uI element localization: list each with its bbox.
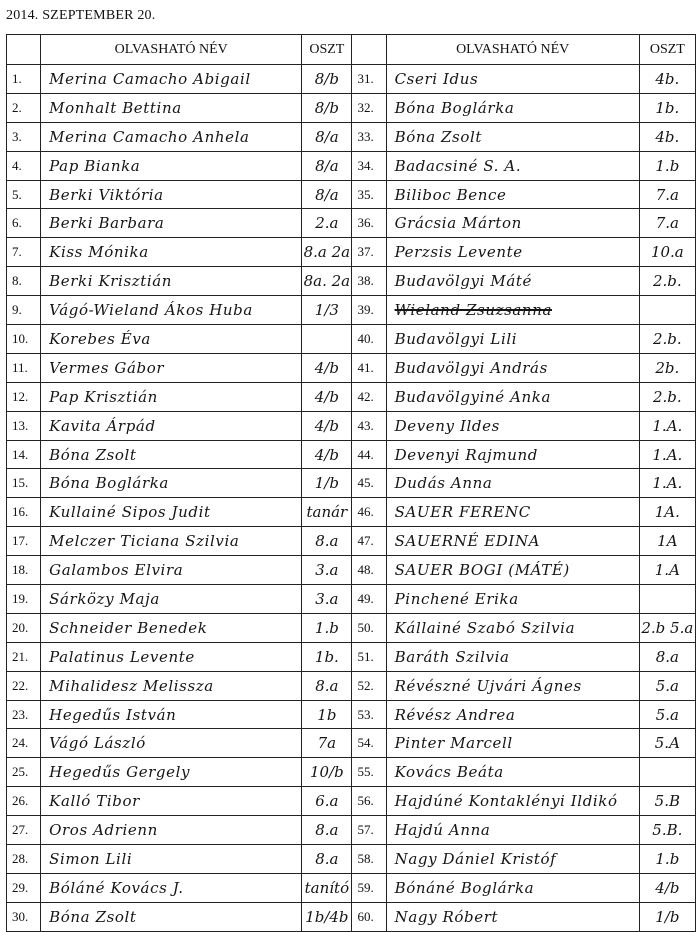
number-header-left	[7, 35, 41, 65]
participant-name: Sárközy Maja	[41, 585, 302, 614]
row-number: 55.	[352, 758, 386, 787]
table-row	[7, 238, 696, 267]
participant-class: 6.a	[302, 787, 352, 816]
participant-name: Révészné Ujvári Ágnes	[386, 671, 639, 700]
participant-class: 1b	[302, 700, 352, 729]
row-number: 24.	[7, 729, 41, 758]
row-number: 18.	[7, 556, 41, 585]
participant-class: 2b.	[639, 353, 695, 382]
signup-table	[6, 34, 696, 932]
participant-name: Vágó László	[41, 729, 302, 758]
row-number: 27.	[7, 816, 41, 845]
row-number: 19.	[7, 585, 41, 614]
participant-name: Bóna Zsolt	[386, 122, 639, 151]
sheet-date: 2014. SZEPTEMBER 20.	[6, 8, 156, 23]
row-number: 3.	[7, 122, 41, 151]
row-number: 56.	[352, 787, 386, 816]
participant-class: 1.A.	[639, 440, 695, 469]
row-number: 6.	[7, 209, 41, 238]
class-header-left: OSZT	[302, 35, 352, 65]
table-row	[7, 325, 696, 354]
row-number: 23.	[7, 700, 41, 729]
participant-class: 7.a	[639, 209, 695, 238]
participant-name: Budavölgyi András	[386, 353, 639, 382]
participant-name: Merina Camacho Anhela	[41, 122, 302, 151]
participant-name: Berki Viktória	[41, 180, 302, 209]
table-row	[7, 65, 696, 94]
row-number: 49.	[352, 585, 386, 614]
row-number: 28.	[7, 845, 41, 874]
row-number: 5.	[7, 180, 41, 209]
class-header-right: OSZT	[639, 35, 695, 65]
table-row	[7, 209, 696, 238]
participant-class: 2.b.	[639, 325, 695, 354]
participant-name: Grácsia Márton	[386, 209, 639, 238]
participant-class: 1A	[639, 527, 695, 556]
participant-name: Kullainé Sipos Judit	[41, 498, 302, 527]
table-row	[7, 729, 696, 758]
row-number: 11.	[7, 353, 41, 382]
row-number: 33.	[352, 122, 386, 151]
row-number: 17.	[7, 527, 41, 556]
participant-class: 8.a	[302, 816, 352, 845]
participant-name: SAUER BOGI (MÁTÉ)	[386, 556, 639, 585]
row-number: 44.	[352, 440, 386, 469]
participant-name: Kovács Beáta	[386, 758, 639, 787]
table-row	[7, 556, 696, 585]
participant-name: Biliboc Bence	[386, 180, 639, 209]
row-number: 41.	[352, 353, 386, 382]
participant-name: Bóna Zsolt	[41, 902, 302, 931]
row-number: 20.	[7, 613, 41, 642]
participant-class: 4/b	[302, 411, 352, 440]
table-row	[7, 498, 696, 527]
participant-class	[639, 758, 695, 787]
participant-class: 7.a	[639, 180, 695, 209]
row-number: 4.	[7, 151, 41, 180]
participant-name: Hajdú Anna	[386, 816, 639, 845]
table-body	[7, 65, 696, 932]
participant-class: 1.b	[302, 613, 352, 642]
row-number: 60.	[352, 902, 386, 931]
table-row	[7, 758, 696, 787]
participant-class: 1b.	[639, 93, 695, 122]
table-row	[7, 267, 696, 296]
table-row	[7, 93, 696, 122]
participant-class: 1.A.	[639, 411, 695, 440]
participant-name: Pap Bianka	[41, 151, 302, 180]
row-number: 52.	[352, 671, 386, 700]
participant-name: SAUER FERENC	[386, 498, 639, 527]
participant-class: 8a. 2a	[302, 267, 352, 296]
participant-name: Galambos Elvira	[41, 556, 302, 585]
participant-class: 7a	[302, 729, 352, 758]
participant-name: Bóláné Kovács J.	[41, 873, 302, 902]
table-row	[7, 873, 696, 902]
participant-name: Bónáné Boglárka	[386, 873, 639, 902]
participant-class: 8.a	[639, 642, 695, 671]
participant-class	[639, 585, 695, 614]
participant-class: 5.B.	[639, 816, 695, 845]
table-row	[7, 440, 696, 469]
participant-name: Schneider Benedek	[41, 613, 302, 642]
participant-class	[639, 296, 695, 325]
participant-name: Melczer Ticiana Szilvia	[41, 527, 302, 556]
participant-class: 8/b	[302, 65, 352, 94]
row-number: 31.	[352, 65, 386, 94]
participant-name: Révész Andrea	[386, 700, 639, 729]
participant-class: 2.a	[302, 209, 352, 238]
participant-name: Dudás Anna	[386, 469, 639, 498]
participant-name: Merina Camacho Abigail	[41, 65, 302, 94]
row-number: 21.	[7, 642, 41, 671]
table-row	[7, 527, 696, 556]
participant-name: Budavölgyi Lili	[386, 325, 639, 354]
participant-name: Nagy Róbert	[386, 902, 639, 931]
table-row	[7, 469, 696, 498]
participant-class: 3.a	[302, 585, 352, 614]
row-number: 34.	[352, 151, 386, 180]
table-row	[7, 642, 696, 671]
row-number: 16.	[7, 498, 41, 527]
participant-name: Kalló Tibor	[41, 787, 302, 816]
participant-class: 8.a	[302, 527, 352, 556]
participant-class: 2.b.	[639, 382, 695, 411]
participant-name: Korebes Éva	[41, 325, 302, 354]
row-number: 12.	[7, 382, 41, 411]
participant-class: 4b.	[639, 122, 695, 151]
participant-class: 8.a	[302, 671, 352, 700]
participant-class: 10.a	[639, 238, 695, 267]
participant-class: tanár	[302, 498, 352, 527]
participant-name: Berki Krisztián	[41, 267, 302, 296]
participant-class: 4/b	[302, 382, 352, 411]
participant-name: Vermes Gábor	[41, 353, 302, 382]
participant-name: Kavita Árpád	[41, 411, 302, 440]
row-number: 10.	[7, 325, 41, 354]
participant-name: Baráth Szilvia	[386, 642, 639, 671]
participant-class: 1b.	[302, 642, 352, 671]
participant-name: Kiss Mónika	[41, 238, 302, 267]
participant-name: Perzsis Levente	[386, 238, 639, 267]
participant-name: Hegedűs István	[41, 700, 302, 729]
participant-name: Nagy Dániel Kristóf	[386, 845, 639, 874]
number-header-right	[352, 35, 386, 65]
participant-class: 1A.	[639, 498, 695, 527]
participant-name: Bóna Boglárka	[41, 469, 302, 498]
table-row	[7, 151, 696, 180]
participant-name: Bóna Boglárka	[386, 93, 639, 122]
participant-class: 8.a	[302, 845, 352, 874]
row-number: 35.	[352, 180, 386, 209]
participant-name: Pinchené Erika	[386, 585, 639, 614]
participant-name: Kállainé Szabó Szilvia	[386, 613, 639, 642]
participant-name: Hegedűs Gergely	[41, 758, 302, 787]
table-row	[7, 787, 696, 816]
header-row	[7, 35, 696, 65]
row-number: 37.	[352, 238, 386, 267]
row-number: 47.	[352, 527, 386, 556]
participant-class: 1.A	[639, 556, 695, 585]
row-number: 38.	[352, 267, 386, 296]
row-number: 43.	[352, 411, 386, 440]
row-number: 13.	[7, 411, 41, 440]
row-number: 15.	[7, 469, 41, 498]
participant-name: Palatinus Levente	[41, 642, 302, 671]
participant-class: 1.b	[639, 151, 695, 180]
participant-name: Pap Krisztián	[41, 382, 302, 411]
participant-name: Cseri Idus	[386, 65, 639, 94]
participant-name: Bóna Zsolt	[41, 440, 302, 469]
participant-class: 4/b	[639, 873, 695, 902]
participant-class: 4b.	[639, 65, 695, 94]
participant-class: 1/3	[302, 296, 352, 325]
table-row	[7, 180, 696, 209]
row-number: 7.	[7, 238, 41, 267]
name-header-left: OLVASHATÓ NÉV	[41, 35, 302, 65]
participant-name: Wieland Zsuzsanna	[386, 296, 639, 325]
participant-class: 3.a	[302, 556, 352, 585]
row-number: 48.	[352, 556, 386, 585]
table-row	[7, 700, 696, 729]
row-number: 57.	[352, 816, 386, 845]
participant-class: 1/b	[302, 469, 352, 498]
participant-class: 8.a 2a	[302, 238, 352, 267]
row-number: 53.	[352, 700, 386, 729]
row-number: 26.	[7, 787, 41, 816]
row-number: 9.	[7, 296, 41, 325]
row-number: 8.	[7, 267, 41, 296]
participant-name: Devenyi Rajmund	[386, 440, 639, 469]
participant-name: Mihalidesz Melissza	[41, 671, 302, 700]
row-number: 51.	[352, 642, 386, 671]
row-number: 45.	[352, 469, 386, 498]
table-row	[7, 671, 696, 700]
table-row	[7, 902, 696, 931]
row-number: 32.	[352, 93, 386, 122]
table-row	[7, 296, 696, 325]
participant-class: 8/a	[302, 151, 352, 180]
participant-name: SAUERNÉ EDINA	[386, 527, 639, 556]
table-row	[7, 411, 696, 440]
row-number: 50.	[352, 613, 386, 642]
participant-class: 2.b 5.a	[639, 613, 695, 642]
participant-name: Oros Adrienn	[41, 816, 302, 845]
row-number: 59.	[352, 873, 386, 902]
name-header-right: OLVASHATÓ NÉV	[386, 35, 639, 65]
row-number: 40.	[352, 325, 386, 354]
participant-name: Budavölgyi Máté	[386, 267, 639, 296]
participant-class: 1/b	[639, 902, 695, 931]
participant-class: 5.B	[639, 787, 695, 816]
participant-class: 10/b	[302, 758, 352, 787]
participant-name: Berki Barbara	[41, 209, 302, 238]
participant-name: Budavölgyiné Anka	[386, 382, 639, 411]
participant-class: 4/b	[302, 440, 352, 469]
participant-name: Pinter Marcell	[386, 729, 639, 758]
row-number: 46.	[352, 498, 386, 527]
participant-class: 8/a	[302, 180, 352, 209]
row-number: 2.	[7, 93, 41, 122]
participant-class: 8/a	[302, 122, 352, 151]
participant-class: 1.b	[639, 845, 695, 874]
participant-class: 1.A.	[639, 469, 695, 498]
row-number: 42.	[352, 382, 386, 411]
participant-name: Vágó-Wieland Ákos Huba	[41, 296, 302, 325]
row-number: 14.	[7, 440, 41, 469]
table-row	[7, 613, 696, 642]
row-number: 25.	[7, 758, 41, 787]
row-number: 1.	[7, 65, 41, 94]
participant-class: 1b/4b	[302, 902, 352, 931]
table-row	[7, 122, 696, 151]
participant-class: 5.a	[639, 700, 695, 729]
participant-name: Monhalt Bettina	[41, 93, 302, 122]
row-number: 22.	[7, 671, 41, 700]
row-number: 58.	[352, 845, 386, 874]
participant-class: 2.b.	[639, 267, 695, 296]
participant-class: 5.A	[639, 729, 695, 758]
participant-class: 4/b	[302, 353, 352, 382]
participant-name: Deveny Ildes	[386, 411, 639, 440]
participant-class	[302, 325, 352, 354]
table-row	[7, 816, 696, 845]
table-row	[7, 845, 696, 874]
participant-name: Hajdúné Kontaklényi Ildikó	[386, 787, 639, 816]
participant-name: Badacsiné S. A.	[386, 151, 639, 180]
row-number: 39.	[352, 296, 386, 325]
participant-class: tanító	[302, 873, 352, 902]
participant-name: Simon Lili	[41, 845, 302, 874]
participant-class: 5.a	[639, 671, 695, 700]
row-number: 30.	[7, 902, 41, 931]
row-number: 54.	[352, 729, 386, 758]
participant-class: 8/b	[302, 93, 352, 122]
table-row	[7, 353, 696, 382]
row-number: 29.	[7, 873, 41, 902]
table-row	[7, 382, 696, 411]
table-row	[7, 585, 696, 614]
row-number: 36.	[352, 209, 386, 238]
